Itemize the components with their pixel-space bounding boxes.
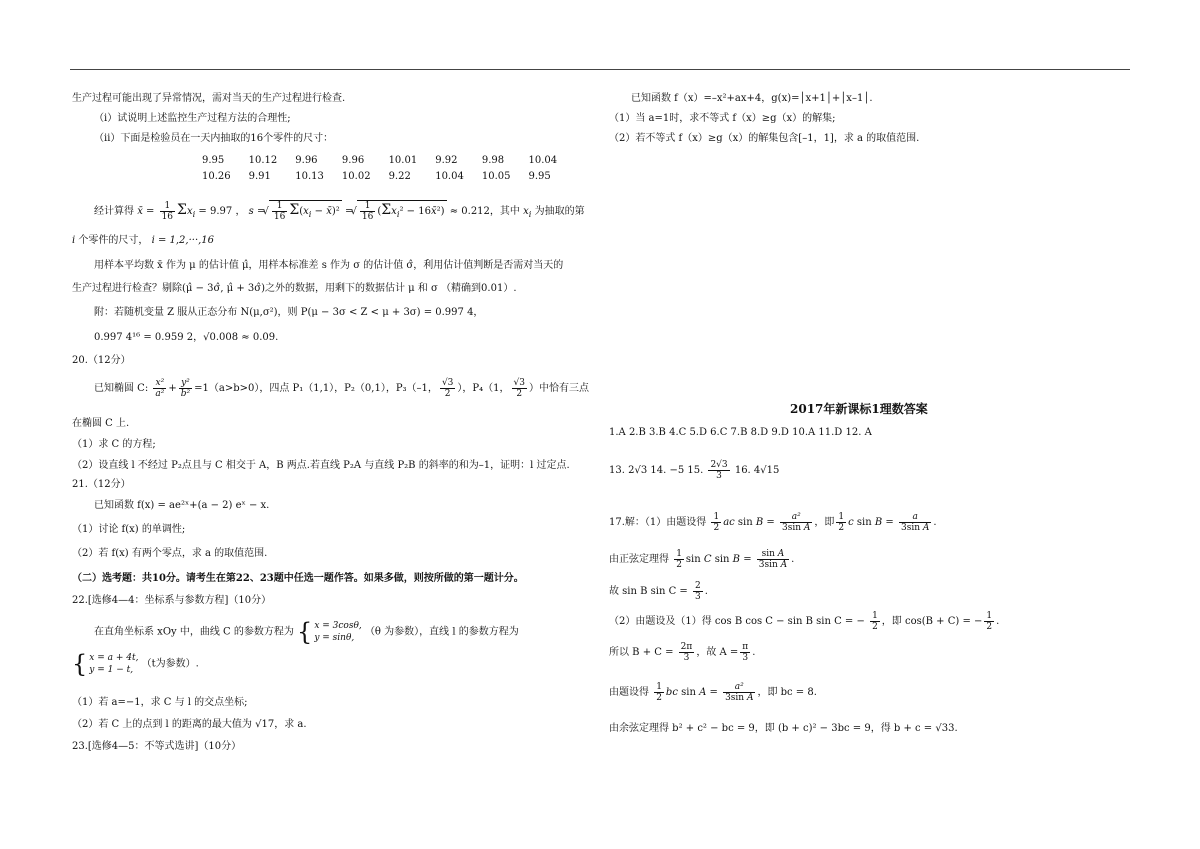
text-line: （1）当 a=1时，求不等式 f（x）≥g（x）的解集; (609, 113, 836, 124)
text-line: （2）若不等式 f（x）≥g（x）的解集包含[–1，1]，求 a 的取值范围. (609, 133, 920, 144)
text-line: 已知函数 f(x) = ae²ˣ+(a − 2) eˣ − x. (94, 500, 270, 511)
table-cell: 9.95 (202, 155, 225, 166)
text-line: 0.997 4¹⁶ = 0.959 2，√0.008 ≈ 0.09. (94, 332, 279, 343)
text-line: 附：若随机变量 Z 服从正态分布 N(μ,σ²)，则 P(μ − 3σ < Z < μ + 3σ) = 0.997 4， (94, 307, 484, 318)
table-cell: 9.98 (481, 155, 505, 166)
question-number: 21.（12分） (72, 479, 131, 490)
table-row (194, 170, 565, 184)
section-heading: （二）选考题：共10分。请考生在第22、23题中任选一题作答。如果多做，则按所做的第一题计分。 (72, 573, 524, 584)
formula-line: 已知椭圆 C: $\frac{\text{x²}}{\text{a²}}$ + $\frac{\text{y²}}{\text{b²}}$ =1（a>b>0），四点 P₁（1,1），P₂（0,1），P₃（–1， $\frac{√3}{2}$ ），P₄（1， $\frac{√3}{2}$ ）中恰有三点 (94, 378, 589, 399)
text-line: 在椭圆 C 上. (72, 418, 130, 429)
formula-line: 所以 B + C = $\frac{2\pi}{3}$ ，故 A = $\frac{\pi}{3}$ . (609, 642, 756, 663)
question-number: 20.（12分） (72, 355, 131, 366)
table-cell: 9.91 (248, 171, 271, 182)
formula-line: 在直角坐标系 xOy 中，曲线 C 的参数方程为 { x = 3cosθ, y = sinθ, （θ 为参数），直线 l 的参数方程为 (94, 618, 519, 646)
formula-line: 经计算得 x̄ = $\frac{1}{16}$ $\Sigma x_i = 9.97$ ， s = √ $\frac{1}{16}$ $\Sigma(x_i$ − x̄)² = √ $\frac{1}{16}$ ($\Sigma x_i^2$ − 16x̄²) ≈ 0.212，其中 $x_i$ 为抽取的第 (94, 200, 585, 222)
text-line: （1）若 a=−1，求 C 与 l 的交点坐标; (72, 697, 248, 708)
text-line: （2）若 C 上的点到 l 的距离的最大值为 √17，求 a. (72, 719, 307, 730)
text-line: （ⅱ）下面是检验员在一天内抽取的16个零件的尺寸： (94, 133, 334, 144)
text-line: i 个零件的尺寸， i = 1,2,···,16 (72, 235, 215, 246)
table-cell: 10.12 (248, 155, 278, 166)
text-line: 用样本平均数 x̄ 作为 μ 的估计值 μ̂，用样本标准差 s 作为 σ 的估计值 σ̂，利用估计值判断是否需对当天的 (94, 260, 564, 271)
answer-title: 2017年新课标1理数答案 (790, 402, 928, 416)
header-rule (70, 69, 1130, 70)
text-line: 1.A 2.B 3.B 4.C 5.D 6.C 7.B 8.D 9.D 10.A 11.D 12. A (609, 427, 872, 438)
text-line: 由余弦定理得 b² + c² − bc = 9，即 (b + c)² − 3bc = 9，得 b + c = √33. (609, 723, 958, 734)
question-number: 22.[选修4—4：坐标系与参数方程]（10分） (72, 595, 272, 606)
table-cell: 9.95 (528, 171, 551, 182)
table-cell: 9.96 (295, 155, 318, 166)
formula-line: { x = a + 4t, y = 1 − t, （t为参数）. (72, 650, 199, 678)
table-cell: 10.01 (388, 155, 418, 166)
sample-table (192, 152, 567, 186)
table-cell: 10.04 (435, 171, 464, 182)
formula-line: 由正弦定理得 $\frac{1}{2}$ sin C sin B = $\frac{\text{sin A}}{\text{3sin A}}$ . (609, 549, 795, 570)
table-cell: 10.13 (295, 171, 324, 182)
table-cell: 9.92 (435, 155, 458, 166)
text-line: （1）求 C 的方程; (72, 439, 156, 450)
table-cell: 10.26 (202, 171, 231, 182)
text-line: （1）讨论 f(x) 的单调性; (72, 524, 186, 535)
text-line: 生产过程进行检查？剔除(μ̂ − 3σ̂, μ̂ + 3σ̂)之外的数据，用剩下的数据估计 μ 和 σ （精确到0.01）. (72, 283, 517, 294)
table-cell: 9.22 (388, 171, 411, 182)
text-line: （2）设直线 l 不经过 P₂点且与 C 相交于 A，B 两点.若直线 P₂A 与直线 P₂B 的斜率的和为–1，证明：l 过定点. (72, 460, 570, 471)
question-number: 23.[选修4—5：不等式选讲]（10分） (72, 741, 242, 752)
formula-line: 17.解：（1）由题设得 $\frac{1}{2}$ ac sin B = $\frac{\text{a²}}{\text{3sin A}}$ ，即 $\frac{1}{2}$ c sin B = $\frac{a}{\text{3sin A}}$ . (609, 512, 937, 533)
table-cell: 10.05 (481, 171, 511, 182)
text-line: （2）若 f(x) 有两个零点，求 a 的取值范围. (72, 548, 268, 559)
table-row (194, 154, 565, 168)
formula-line: 故 sin B sin C = $\frac{2}{3}$ . (609, 581, 708, 602)
formula-line: （2）由题设及（1）得 cos B cos C − sin B sin C = − $\frac{1}{2}$ ，即 cos(B + C) = − $\frac{1}{2}$ . (609, 611, 1000, 632)
table-cell: 10.04 (528, 155, 558, 166)
text-line: （ⅰ）试说明上述监控生产过程方法的合理性; (94, 113, 291, 124)
formula-line: 由题设得 $\frac{1}{2}$ bc sin A = $\frac{\text{a²}}{\text{3sin A}}$ ，即 bc = 8. (609, 682, 817, 703)
text-line: 生产过程可能出现了异常情况，需对当天的生产过程进行检查. (72, 93, 346, 104)
table-cell: 10.02 (341, 171, 371, 182)
formula-line: 13. 2√3 14. −5 15. $\frac{2√3}{3}$ 16. 4√15 (609, 460, 780, 481)
text-line: 已知函数 f（x）=–x²+ax+4，g(x)=│x+1│+│x–1│. (631, 93, 873, 104)
table-cell: 9.96 (341, 155, 365, 166)
